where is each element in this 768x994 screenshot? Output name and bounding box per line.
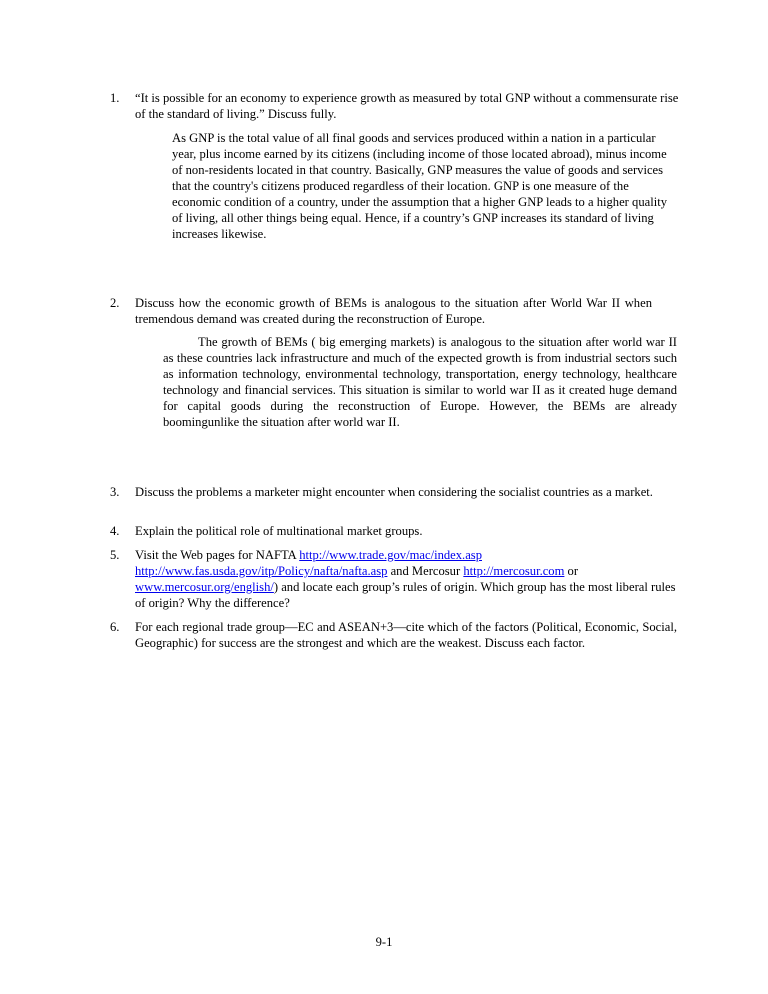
question-2 xyxy=(110,295,652,327)
question-text-part: ) and locate each group’s rules of origin. Which group has the most liberal rules of origin? Why the difference? xyxy=(135,580,676,610)
question-number: 3. xyxy=(110,485,120,499)
question-text: Explain the political role of multinational market groups. xyxy=(135,524,423,538)
question-1 xyxy=(110,90,680,122)
page-number: 9-1 xyxy=(375,935,393,949)
question-text-part: and Mercosur xyxy=(387,564,464,578)
question-text xyxy=(135,547,680,611)
question-text: Discuss the problems a marketer might encounter when considering the socialist countries as a market. xyxy=(135,485,653,499)
question-number: 1. xyxy=(110,91,120,105)
mercosur-english-link[interactable]: www.mercosur.org/english/ xyxy=(135,580,274,594)
question-number: 2. xyxy=(110,296,120,310)
question-4 xyxy=(110,523,680,539)
question-text: For each regional trade group—EC and ASEAN+3—cite which of the factors (Political, Economic, Social, Geographic) for success are the strongest and which are the weakest. Discuss each factor. xyxy=(135,620,677,650)
question-text: “It is possible for an economy to experience growth as measured by total GNP without a commensurate rise of the standard of living.” Discuss fully. xyxy=(135,91,679,121)
fas-usda-link[interactable]: http://www.fas.usda.gov/itp/Policy/nafta/nafta.asp xyxy=(135,564,388,578)
mercosur-link[interactable]: http://mercosur.com xyxy=(463,564,565,578)
question-text: Discuss how the economic growth of BEMs is analogous to the situation after World War II when tremendous demand was created during the reconstruction of Europe. xyxy=(135,296,652,326)
question-number: 6. xyxy=(110,620,120,634)
question-5 xyxy=(110,547,680,611)
question-text-part: Visit the Web pages for NAFTA xyxy=(135,548,300,562)
nafta-link[interactable]: http://www.trade.gov/mac/index.asp xyxy=(299,548,482,562)
answer-2: The growth of BEMs ( big emerging markets) is analogous to the situation after world war II as these countries lack infrastructure and much of the expected growth is from industrial sectors such as information technology, environmental technology, transportation, energy technology, healthcare technology and financial services. This situation is similar to world war II as it created huge demand for capital goods during the reconstruction of Europe. However, the BEMs are already boomingunlike the situation after world war II. xyxy=(163,335,677,429)
question-3 xyxy=(110,484,677,500)
question-number: 5. xyxy=(110,548,120,562)
question-6 xyxy=(110,619,677,651)
question-text-part: or xyxy=(564,564,579,578)
question-number: 4. xyxy=(110,524,120,538)
answer-1: As GNP is the total value of all final goods and services produced within a nation in a particular year, plus income earned by its citizens (including income of those located abroad), minus income of non-residents located in that country. Basically, GNP measures the value of goods and services that the country's citizens produced regardless of their location. GNP is one measure of the economic condition of a country, under the assumption that a higher GNP leads to a higher quality of living, all other things being equal. Hence, if a country’s GNP increases its standard of living increases likewise. xyxy=(172,131,667,241)
